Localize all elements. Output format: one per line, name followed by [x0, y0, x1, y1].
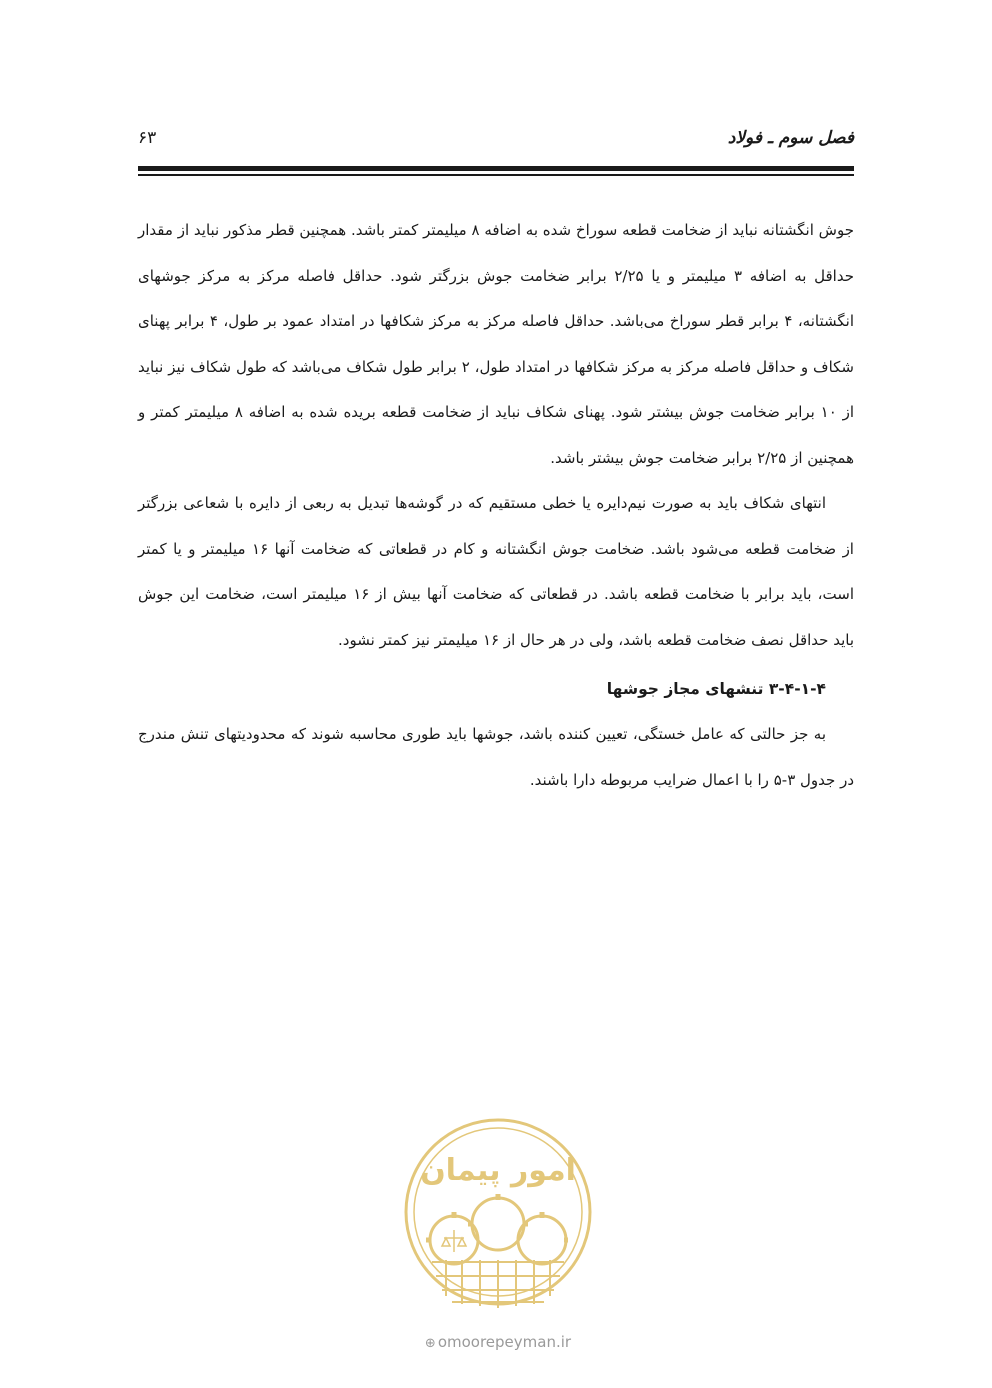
header-rule-thick: [138, 166, 854, 171]
body-text: [138, 208, 854, 803]
paragraph-slot-ends: انتهای شکاف باید به صورت نیم‌دایره یا خطی مستقیم که در گوشه‌ها تبدیل به ربعی از دایره با شعاعی بزرگتر از ضخامت قطعه می‌شود باشد. ضخامت جوش انگشتانه و کام در قطعاتی که ضخامت آنها ۱۶ میلیمتر و یا کمتر است، باید برابر با ضخامت قطعه باشد. در قطعاتی که ضخامت آنها بیش از ۱۶ میلیمتر است، ضخامت این جوش باید حداقل نصف ضخامت قطعه باشد، ولی در هر حال از ۱۶ میلیمتر نیز کمتر نشود.: [138, 494, 854, 649]
paragraph-allowable-stress: به جز حالتی که عامل خستگی، تعیین کننده باشد، جوشها باید طوری محاسبه شوند که محدودیتهای تنش مندرج در جدول ۳-۵ را با اعمال ضرایب مربوطه دارا باشند.: [138, 725, 854, 789]
globe-icon: ⊕: [424, 1336, 436, 1351]
page-header: [138, 128, 854, 158]
paragraph-slot-welds: جوش انگشتانه نباید از ضخامت قطعه سوراخ شده به اضافه ۸ میلیمتر کمتر باشد. همچنین قطر مذکور نباید از مقدار حداقل به اضافه ۳ میلیمتر و یا ۲/۲۵ برابر ضخامت جوش بزرگتر شود. حداقل فاصله مرکز به مرکز جوشهای انگشتانه، ۴ برابر قطر سوراخ می‌باشد. حداقل فاصله مرکز به مرکز شکافها در امتداد عمود بر طول، ۴ برابر پهنای شکاف و حداقل فاصله مرکز به مرکز شکافها در امتداد طول، ۲ برابر طول شکاف می‌باشد که طول شکاف نیز نباید از ۱۰ برابر ضخامت جوش بیشتر شود. پهنای شکاف نباید از ضخامت قطعه بریده شده به اضافه ۸ میلیمتر کمتر و همچنین از ۲/۲۵ برابر ضخامت جوش بیشتر باشد.: [138, 221, 855, 467]
watermark-logo: [396, 1112, 600, 1332]
section-heading: ۳-۴-۱-۴ تنشهای مجاز جوشها: [606, 680, 826, 698]
watermark-website: [396, 1333, 600, 1351]
page-number: ۶۳: [138, 128, 157, 148]
header-rule-thin: [138, 174, 854, 176]
chapter-title: فصل سوم ـ فولاد: [727, 128, 854, 148]
website-text: omoorepeyman.ir: [437, 1333, 572, 1351]
logo-text: امور پیمان: [420, 1153, 576, 1188]
